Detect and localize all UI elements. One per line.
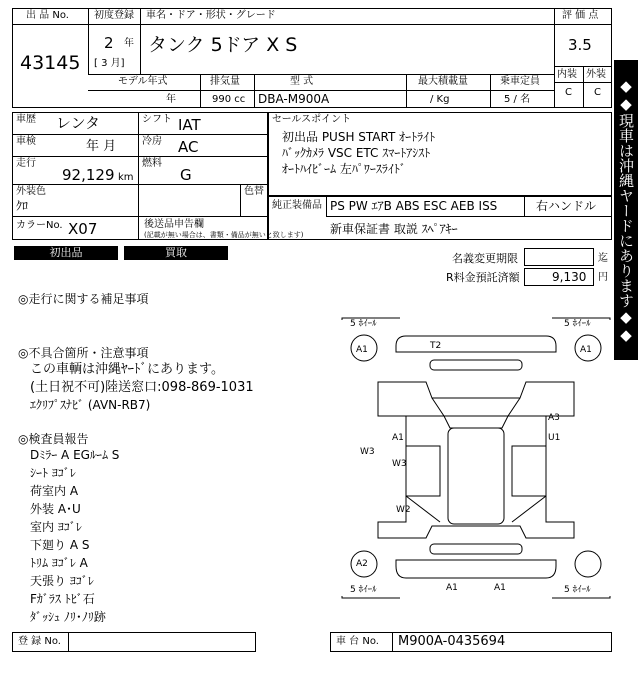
inspector-line-5: 室内 ﾖｺﾞﾚ: [30, 520, 82, 534]
year-unit: 年: [124, 38, 134, 49]
color-no-value: X07: [68, 220, 98, 238]
sales-points-label: セールスポイント: [272, 114, 352, 125]
history-label: 車歴: [16, 114, 36, 125]
inspector-line-3: 荷室内 A: [30, 484, 79, 498]
sales-line-2: ﾊﾞｯｸｶﾒﾗ VSC ETC ｽﾏｰﾄｱｼｽﾄ: [282, 146, 431, 160]
reg-no-label: 登 録 No.: [18, 636, 61, 647]
defect-line-3: ｴｸﾘﾌﾟｽﾅﾋﾞ (AVN-RB7): [30, 398, 151, 412]
ac-label: 冷房: [142, 136, 162, 147]
type-label: 型 式: [290, 76, 314, 87]
defect-line-2: (土日祝不可)陸送窓口:098-869-1031: [30, 380, 254, 395]
inspector-line-7: ﾄﾘﾑ ﾖｺﾞﾚ A: [30, 556, 88, 570]
displacement-label: 排気量: [210, 76, 240, 87]
inspection-label: 車検: [16, 136, 36, 147]
lot-number: 43145: [20, 52, 81, 74]
corner-label-bl: 5 ﾎｲｰﾙ: [350, 585, 377, 595]
first-listing-badge: 初出品: [14, 246, 118, 260]
mileage-value: 92,129: [62, 166, 115, 184]
equipment-items: PS PW ｴｱB ABS ESC AEB ISS: [330, 199, 498, 213]
inspector-line-4: 外装 A･U: [30, 502, 81, 516]
mark-a1-rr: A1: [494, 583, 506, 593]
model-year-unit: 年: [166, 94, 176, 105]
aftermarket-note: (記載が無い場合は、書類・備品が無いと致します): [144, 231, 304, 239]
driving-notes-header: ◎走行に関する補足事項: [18, 292, 149, 306]
recycle-unit: 円: [598, 272, 608, 283]
mark-w3-a: W3: [360, 447, 375, 457]
chassis-value: M900A-0435694: [398, 634, 506, 649]
inspector-line-9: Fｶﾞﾗｽ ﾄﾋﾞ石: [30, 592, 95, 606]
grade-label: 評 価 点: [562, 10, 599, 21]
history-value: レンタ: [56, 114, 101, 132]
fuel-value: G: [180, 166, 192, 184]
defect-header: ◎不具合箇所・注意事項: [18, 346, 149, 360]
model-year-label: モデル年式: [118, 76, 168, 87]
aftermarket-label: 後送品申告欄: [144, 219, 204, 230]
type-value: DBA-M900A: [258, 92, 330, 106]
inspector-line-8: 天張り ﾖｺﾞﾚ: [30, 574, 94, 588]
mark-t2: T2: [430, 341, 442, 351]
mileage-unit: km: [118, 172, 134, 183]
handle-value: 右ハンドル: [536, 199, 597, 213]
ac-value: AC: [178, 138, 199, 156]
exterior-grade: C: [594, 87, 601, 98]
corner-label-tl: 5 ﾎｲｰﾙ: [350, 319, 377, 329]
recycle-value: 9,130: [552, 270, 587, 284]
interior-label: 内装: [557, 69, 577, 80]
grade-value: 3.5: [568, 36, 592, 54]
buyback-badge: 買取: [124, 246, 228, 260]
car-name: タンク 5ドア X S: [148, 34, 298, 56]
sales-line-3: ｵｰﾄﾊｲﾋﾞｰﾑ 左ﾊﾟﾜｰｽﾗｲﾄﾞ: [282, 162, 406, 176]
color-change-label: 色替: [244, 186, 264, 197]
chassis-label: 車 台 No.: [336, 636, 379, 647]
inspector-line-2: ｼｰﾄ ﾖｺﾞﾚ: [30, 466, 76, 480]
mark-u1: U1: [548, 433, 561, 443]
name-change-label: 名義変更期限: [452, 252, 518, 265]
displacement-value: 990 cc: [212, 94, 246, 105]
exterior-label: 外装: [586, 69, 606, 80]
mark-a1-fr: A1: [580, 345, 592, 355]
recycle-label: R料金預託済額: [446, 271, 520, 284]
mark-a1-door: A1: [392, 433, 404, 443]
first-reg-month: [ 3 月]: [94, 58, 125, 69]
shift-label: シフト: [142, 114, 172, 125]
fuel-label: 燃料: [142, 158, 162, 169]
inspector-header: ◎検査員報告: [18, 432, 89, 446]
mileage-label: 走行: [16, 158, 36, 169]
inspector-line-10: ﾀﾞｯｼｭ ﾉﾘ･ﾉﾘ跡: [30, 610, 106, 624]
mark-w2: W2: [396, 505, 411, 515]
inspector-line-6: 下廻り A S: [30, 538, 90, 552]
car-damage-diagram: [340, 316, 612, 600]
docs-value: 新車保証書 取説 ｽﾍﾟｱｷｰ: [330, 222, 458, 236]
location-banner: ◆◆現車は沖縄ヤードにあります◆◆: [614, 60, 638, 360]
max-load-label: 最大積載量: [418, 76, 468, 87]
interior-grade: C: [565, 87, 572, 98]
capacity-label: 乗車定員: [500, 76, 540, 87]
corner-label-br: 5 ﾎｲｰﾙ: [564, 585, 591, 595]
car-name-label: 車名・ドア・形状・グレード: [146, 10, 276, 21]
name-change-unit: 迄: [598, 253, 608, 264]
first-reg-year: 2: [104, 34, 114, 52]
corner-label-tr: 5 ﾎｲｰﾙ: [564, 319, 591, 329]
max-load-value: / Kg: [430, 94, 450, 105]
mark-a1-rl: A1: [446, 583, 458, 593]
equipment-label: 純正装備品: [272, 200, 322, 211]
color-no-label: カラーNo.: [16, 220, 63, 231]
ext-color-value: ｸﾛ: [16, 199, 29, 213]
shift-value: IAT: [178, 116, 201, 134]
ext-color-label: 外装色: [16, 186, 46, 197]
sales-line-1: 初出品 PUSH START ｵｰﾄﾗｲﾄ: [282, 130, 436, 144]
inspector-line-1: Dﾐﾗｰ A EGﾙｰﾑ S: [30, 448, 120, 462]
inspection-value: 年 月: [86, 139, 117, 154]
name-change-field: [524, 248, 594, 266]
lot-label: 出 品 No.: [26, 10, 69, 21]
mark-w3-b: W3: [392, 459, 407, 469]
first-reg-label: 初度登録: [94, 10, 134, 21]
mark-a2: A2: [356, 559, 368, 569]
mark-a1-fl: A1: [356, 345, 368, 355]
defect-line-1: この車輌は沖縄ﾔｰﾄﾞにあります。: [30, 362, 224, 377]
capacity-value: 5 / 名: [504, 94, 531, 105]
mark-a3: A3: [548, 413, 560, 423]
